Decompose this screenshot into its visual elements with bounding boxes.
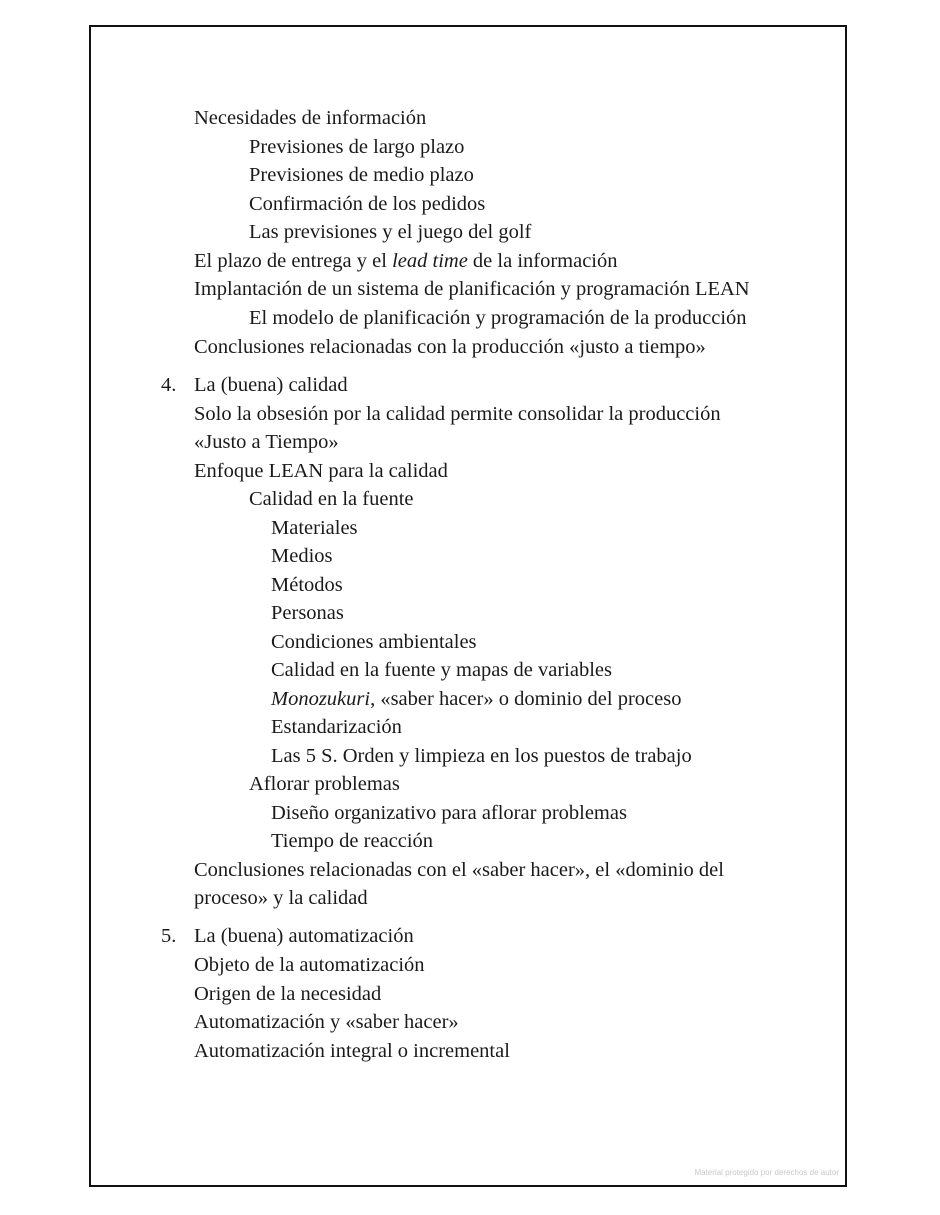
toc-entry-variable-maps: Calidad en la fuente y mapas de variables: [271, 659, 612, 681]
toc-entry-order-confirmation: Confirmación de los pedidos: [249, 193, 486, 215]
toc-entry-standardization: Estandarización: [271, 716, 402, 738]
toc-entry-planning-model: El modelo de planificación y programación de la producción: [249, 307, 747, 329]
lead-time-suffix: de la información: [467, 250, 618, 272]
lead-time-prefix: El plazo de entrega y el: [194, 250, 393, 272]
chapter-4-title: La (buena) calidad: [194, 374, 348, 396]
toc-entry-need-origin: Origen de la necesidad: [194, 983, 382, 1005]
toc-entry-know-how-line-1: Conclusiones relacionadas con el «saber hacer», el «dominio del: [194, 859, 724, 881]
toc-entry-people: Personas: [271, 602, 344, 624]
toc-entry-reaction-time: Tiempo de reacción: [271, 830, 434, 852]
toc-entry-source-quality: Calidad en la fuente: [249, 488, 414, 510]
toc-entry-lead-time: [194, 249, 618, 273]
toc-entry-long-term: Previsiones de largo plazo: [249, 136, 465, 158]
toc-entry-env-conditions: Condiciones ambientales: [271, 631, 477, 653]
toc-entry-methods: Métodos: [271, 574, 343, 596]
monozukuri-rest: , «saber hacer» o dominio del proceso: [370, 688, 682, 710]
toc-entry-lean-system: Implantación de un sistema de planificación y programación LEAN: [194, 278, 750, 300]
toc-entry-org-design: Diseño organizativo para aflorar problemas: [271, 802, 627, 824]
toc-entry-automation-object: Objeto de la automatización: [194, 954, 425, 976]
toc-entry-obsession-line-1: Solo la obsesión por la calidad permite consolidar la producción: [194, 403, 721, 425]
chapter-5-number: 5.: [161, 925, 177, 947]
copyright-watermark: Material protegido por derechos de autor: [694, 1168, 839, 1177]
table-of-contents: [91, 27, 845, 1185]
toc-entry-five-s: Las 5 S. Orden y limpieza en los puestos de trabajo: [271, 745, 692, 767]
page-frame: [89, 25, 847, 1187]
toc-entry-automation-know-how: Automatización y «saber hacer»: [194, 1011, 459, 1033]
toc-entry-lean-quality: Enfoque LEAN para la calidad: [194, 460, 448, 482]
toc-entry-materials: Materiales: [271, 517, 358, 539]
chapter-4-number: 4.: [161, 374, 177, 396]
toc-entry-surface-problems: Aflorar problemas: [249, 773, 400, 795]
monozukuri-italic: Monozukuri: [271, 688, 371, 710]
chapter-5-title: La (buena) automatización: [194, 925, 414, 947]
toc-entry-monozukuri: [271, 687, 681, 711]
toc-entry-automation-integral: Automatización integral o incremental: [194, 1040, 510, 1062]
toc-entry-mid-term: Previsiones de medio plazo: [249, 164, 474, 186]
toc-entry-means: Medios: [271, 545, 333, 567]
toc-entry-jit-conclusions: Conclusiones relacionadas con la producción «justo a tiempo»: [194, 336, 706, 358]
toc-entry-info-needs: Necesidades de información: [194, 107, 427, 129]
lead-time-italic: lead time: [392, 250, 468, 272]
toc-entry-forecasts-golf: Las previsiones y el juego del golf: [249, 221, 532, 243]
toc-entry-obsession-line-2: «Justo a Tiempo»: [194, 431, 339, 453]
toc-entry-know-how-line-2: proceso» y la calidad: [194, 887, 368, 909]
